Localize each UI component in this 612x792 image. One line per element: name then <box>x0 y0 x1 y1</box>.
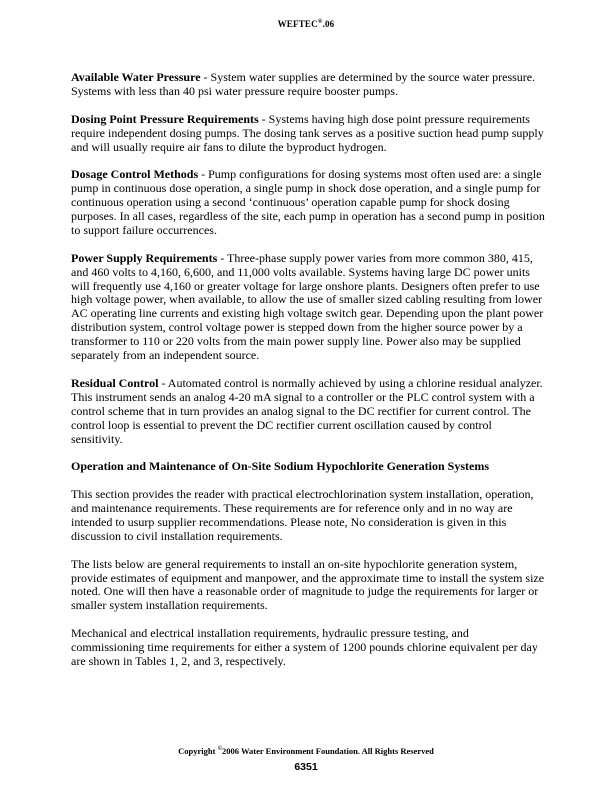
paragraph-section-intro: This section provides the reader with practical electrochlorination system installation, operation, and maintenance requirements. These requirements are for reference only and in no way are intended to usurp supplier recommendations. Please note, No consideration is given in this discussion to civil installation requirements. <box>71 487 534 543</box>
paragraph-text: - Automated control is normally achieved by using a chlorine residual analyzer. This instrument sends an analog 4-20 mA signal to a controller or the PLC control system with a control scheme that in turn provides an analog signal to the DC rectifier for current control. The control loop is essential to prevent the DC rectifier current oscillation caused by control sensitivity. <box>71 375 543 446</box>
copyright-text-rest: 2006 Water Environment Foundation. All Rights Reserved <box>222 746 434 756</box>
paragraph-text: - Systems having high dose point pressure requirements require independent dosing pumps. The dosing tank serves as a positive suction head pump supply and will usually require air fans to dilute the byproduct hydrogen. <box>71 111 544 154</box>
paragraph-text: - System water supplies are determined by the source water pressure. Systems with less than 40 psi water pressure require booster pumps. <box>71 70 536 98</box>
paragraph-power-supply-requirements <box>71 252 545 363</box>
page-header <box>0 19 612 29</box>
page-number: 6351 <box>294 761 318 773</box>
paragraph-lead: Residual Control <box>71 375 159 390</box>
paragraph-available-water-pressure <box>71 71 545 99</box>
page-content <box>71 71 545 683</box>
paragraph-dosing-point-pressure <box>71 113 545 155</box>
header-title-text: WEFTEC <box>277 19 318 29</box>
paragraph-lead: Dosage Control Methods <box>71 167 199 182</box>
paragraph-lists-below: The lists below are general requirements to install an on-site hypochlorite generation system, provide estimates of equipment and manpower, and the approximate time to install the system size noted. One will then have a reasonable order of magnitude to judge the requirements for larger or smaller system installation requirements. <box>71 556 545 613</box>
paragraph-residual-control <box>71 377 545 447</box>
copyright-text: Copyright <box>178 746 218 756</box>
paragraph-lead: Power Supply Requirements <box>71 250 218 265</box>
section-heading-operation-maintenance: Operation and Maintenance of On-Site Sodium Hypochlorite Generation Systems <box>71 459 489 474</box>
paragraph-text: - Three-phase supply power varies from more common 380, 415, and 460 volts to 4,160, 6,600, and 11,000 volts available. Systems having large DC power units will frequently use 4,160 or greater voltage for large onshore plants. Designers often prefer to use high voltage power, when available, to allow the use of smaller sized cabling resulting from lower AC operating line currents and existing high voltage switch gear. Depending upon the plant power distribution system, control voltage power is stepped down from the higher source power by a transformer to 110 or 220 volts from the main power supply line. Power also may be supplied separately from an independent source. <box>71 250 544 363</box>
copyright-symbol: © <box>217 746 223 753</box>
paragraph-lead: Available Water Pressure <box>71 70 201 84</box>
paragraph-dosage-control-methods <box>71 168 545 238</box>
paragraph-text: - Pump configurations for dosing systems most often used are: a single pump in continuous dose operation, a single pump in shock dose operation, and a single pump for continuous operation using a second ‘continuous’ operation capable pump for shock dosing purposes. In all cases, regardless of the site, each pump in operation has a second pump in position to support failure occurrences. <box>71 167 545 237</box>
copyright-line <box>0 746 612 756</box>
registered-trademark-symbol: ® <box>317 19 323 25</box>
paragraph-mechanical-electrical: Mechanical and electrical installation requirements, hydraulic pressure testing, and commissioning time requirements for either a system of 1200 pounds chlorine equivalent per day are shown in Tables 1, 2, and 3, respectively. <box>71 626 538 668</box>
header-title-suffix: .06 <box>322 19 335 29</box>
paragraph-lead: Dosing Point Pressure Requirements <box>71 111 259 126</box>
